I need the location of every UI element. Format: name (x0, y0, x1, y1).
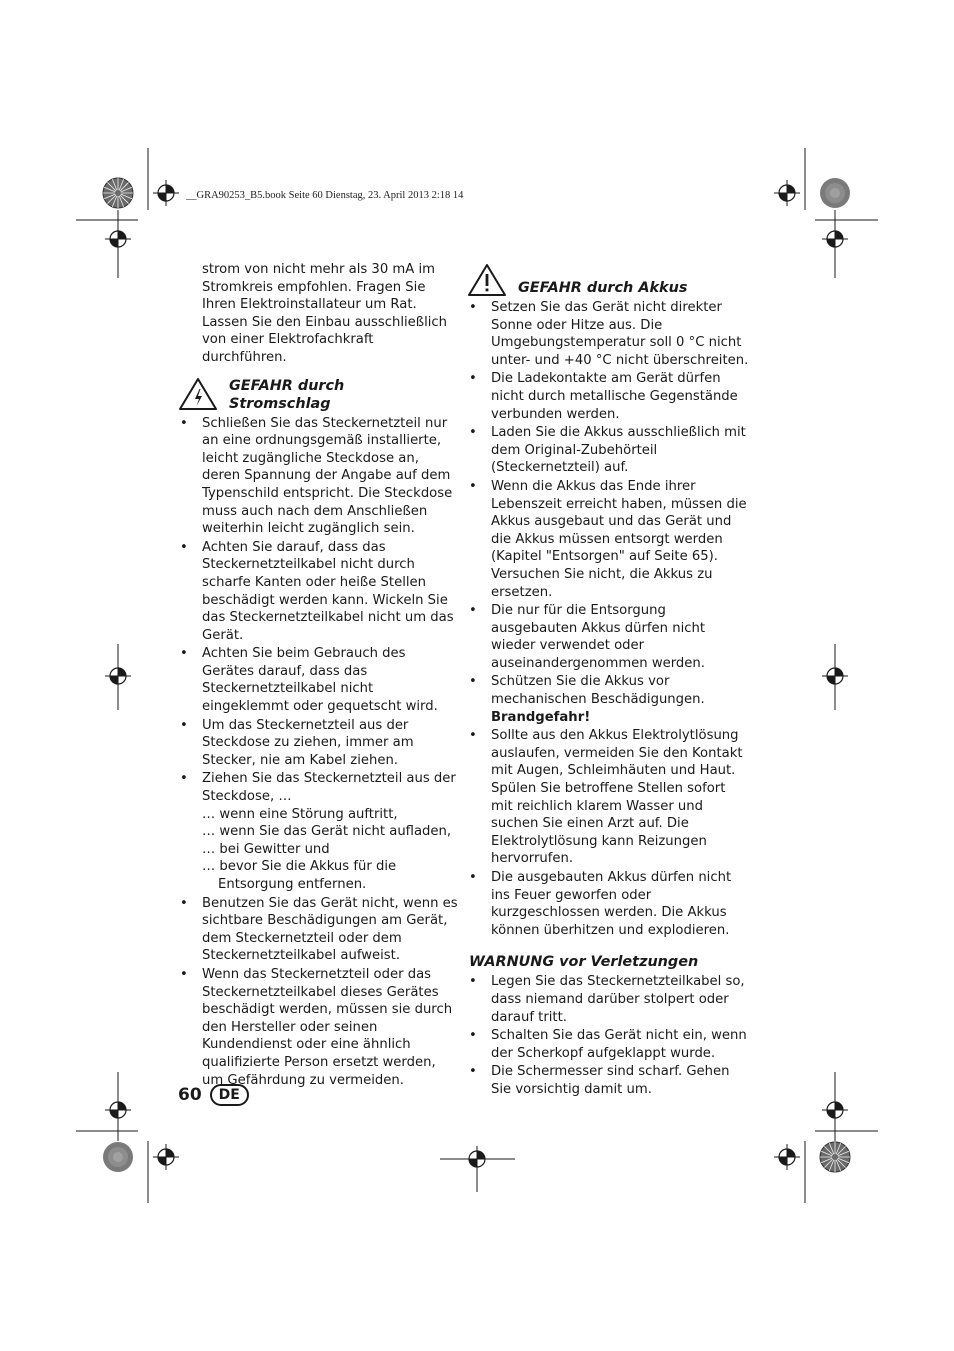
shock-heading-line2: Stromschlag (229, 395, 331, 412)
exclamation-warning-icon (467, 263, 507, 297)
list-item-protect (467, 673, 749, 726)
fire-hazard-note: Brandgefahr! (491, 709, 591, 725)
list-item: • Die Ladekontakte am Gerät dürfen nicht durch metallische Gegenstände verbunden werden. (467, 370, 749, 423)
right-column (467, 281, 749, 1100)
protect-text: Schützen Sie die Akkus vor mechanischen Beschädigungen. (491, 674, 705, 708)
list-item: • Benutzen Sie das Gerät nicht, wenn es sichtbare Beschädigungen am Gerät, dem Steckernetzteil oder dem Steckernetzteilkabel aufweist. (178, 895, 458, 965)
list-item: • Achten Sie darauf, dass das Steckernetzteilkabel nicht durch scharfe Kanten oder heiße Stellen beschädigt werden kann. Wickeln Sie das Steckernetzteilkabel nicht um das Gerät. (178, 539, 458, 645)
unplug-intro: • Ziehen Sie das Steckernetzteil aus der Steckdose, … (202, 771, 456, 805)
list-item: • Achten Sie beim Gebrauch des Gerätes darauf, dass das Steckernetzteilkabel nicht eingeklemmt oder gequetscht wird. (178, 645, 458, 715)
electric-shock-warning-icon (178, 377, 218, 411)
page-footer (178, 1084, 249, 1106)
shock-heading-line1: GEFAHR durch (229, 377, 345, 394)
list-item: • Die Schermesser sind scharf. Gehen Sie vorsichtig damit um. (467, 1063, 749, 1098)
print-header: __GRA90253_B5.book Seite 60 Dienstag, 23. April 2013 2:18 14 (186, 190, 464, 201)
injury-heading: WARNUNG vor Verletzungen (469, 954, 699, 971)
sub-item: … bevor Sie die Akkus für die Entsorgung entfernen. (202, 859, 397, 892)
shock-heading (229, 377, 344, 413)
sub-item: … bei Gewitter und (202, 841, 330, 857)
list-item: • Die nur für die Entsorgung ausgebauten Akkus dürfen nicht wieder verwendet oder auseinandergenommen werden. (467, 602, 749, 672)
shock-heading-row (178, 377, 458, 413)
list-item: • Legen Sie das Steckernetzteilkabel so, dass niemand darüber stolpert oder darauf tritt. (467, 973, 749, 1026)
list-item: • Schalten Sie das Gerät nicht ein, wenn der Scherkopf aufgeklappt wurde. (467, 1027, 749, 1062)
sub-item: … wenn Sie das Gerät nicht aufladen, (202, 824, 452, 840)
list-item: • Setzen Sie das Gerät nicht direkter Sonne oder Hitze aus. Die Umgebungstemperatur soll 0 °C nicht unter- und +40 °C nicht überschreiten. (467, 299, 749, 369)
sub-item: … wenn eine Störung auftritt, (202, 806, 398, 822)
list-item: • Wenn das Steckernetzteil oder das Steckernetzteilkabel dieses Gerätes beschädigt werden, müssen sie durch den Hersteller oder seinen Kundendienst oder eine ähnlich qualifizierte Person ersetzt werden, um Gefährdung zu vermeiden. (178, 966, 458, 1089)
shock-list (178, 415, 458, 1090)
list-item: • Schließen Sie das Steckernetzteil nur an eine ordnungsgemäß installierte, leicht zugängliche Steckdose an, deren Spannung der Angabe auf dem Typenschild entspricht. Die Steckdose muss auch nach dem Anschließen weiterhin leicht zugänglich sein. (178, 415, 458, 538)
list-item: • Die ausgebauten Akkus dürfen nicht ins Feuer geworfen oder kurzgeschlossen werden. Die Akkus können überhitzen und explodieren. (467, 869, 749, 939)
language-badge: DE (210, 1084, 249, 1106)
list-item: • Wenn die Akkus das Ende ihrer Lebenszeit erreicht haben, müssen die Akkus ausgebaut und das Gerät und die Akkus müssen entsorgt werden (Kapitel "Entsorgen" auf Seite 65). Versuchen Sie nicht, die Akkus zu ersetzen. (467, 478, 749, 601)
list-item-unplug (178, 770, 458, 893)
akkus-heading: GEFAHR durch Akkus (518, 280, 688, 296)
list-item: • Sollte aus den Akkus Elektrolytlösung auslaufen, vermeiden Sie den Kontakt mit Augen, Schleimhäuten und Haut. Spülen Sie betroffene Stellen sofort mit reichlich klarem Wasser und suchen Sie einen Arzt auf. Die Elektrolytlösung kann Reizungen hervorrufen. (467, 727, 749, 868)
left-column (178, 261, 458, 1090)
intro-paragraph: strom von nicht mehr als 30 mA im Stromkreis empfohlen. Fragen Sie Ihren Elektroinstallateur um Rat. Lassen Sie den Einbau ausschließlich von einer Elektrofachkraft durchführen. (202, 262, 448, 365)
unplug-sublist (202, 806, 458, 894)
list-item: • Laden Sie die Akkus ausschließlich mit dem Original-Zubehörteil (Steckernetzteil) auf. (467, 424, 749, 477)
injury-list (467, 973, 749, 1098)
akkus-heading-row (467, 263, 749, 297)
akkus-list (467, 299, 749, 939)
list-item: • Um das Steckernetzteil aus der Steckdose zu ziehen, immer am Stecker, nie am Kabel ziehen. (178, 717, 458, 770)
page-number: 60 (178, 1085, 202, 1105)
